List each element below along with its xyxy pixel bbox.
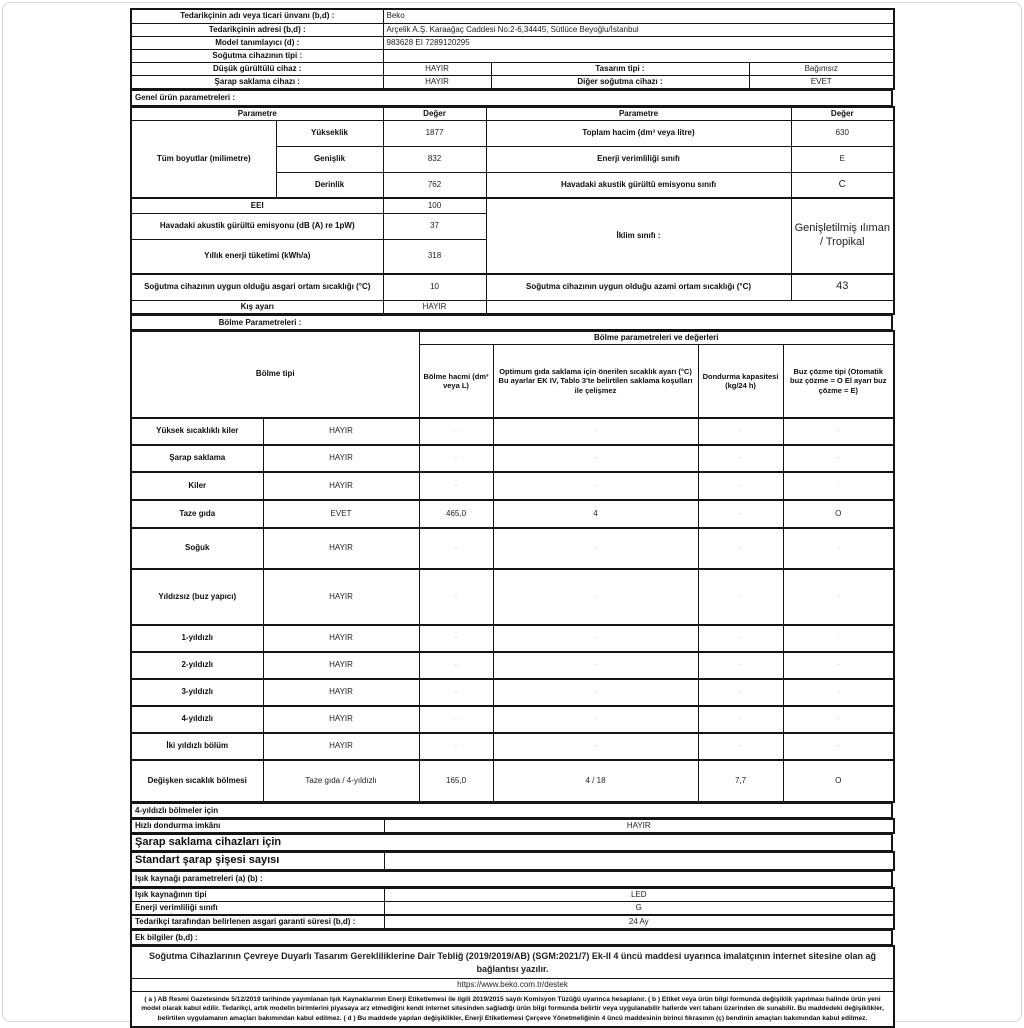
compartment-defrost-cell: O [783, 500, 894, 528]
compartment-present-cell: HAYIR [263, 472, 419, 500]
low-noise-value: HAYIR [383, 62, 491, 75]
compartment-row [131, 733, 894, 760]
appliance-type-value [383, 49, 894, 62]
supplier-info-table [130, 8, 895, 90]
supplier-address-value: Arçelik A.Ş. Karaağaç Caddesi No:2-6,34445, Sütlüce Beyoğlu/İstanbul [383, 23, 894, 36]
light-source-table [130, 887, 895, 930]
compartment-temp-header: Optimum gıda saklama için önerilen sıcaklık ayarı (°C) Bu ayarlar EK IV, Tablo 3'te belirtilen saklama koşulları ile çelişmez [493, 345, 698, 418]
compartment-volume-cell: - [419, 472, 493, 500]
compartment-defrost-cell: - [783, 733, 894, 760]
col-header-value-2: Değer [791, 107, 894, 121]
compartment-present-cell: HAYIR [263, 706, 419, 733]
wine-bottles-table [130, 851, 895, 871]
compartment-volume-cell: - [419, 445, 493, 472]
fast-freeze-value: HAYIR [384, 819, 894, 833]
support-url: https://www.beko.com.tr/destek [131, 978, 894, 991]
width-label: Genişlik [276, 146, 383, 172]
compartment-freeze-cell: - [698, 418, 783, 445]
compartment-present-cell: HAYIR [263, 625, 419, 652]
total-volume-label: Toplam hacim (dm³ veya litre) [486, 120, 791, 146]
compartment-present-cell: HAYIR [263, 679, 419, 706]
low-noise-label: Düşük gürültülü cihaz : [131, 62, 383, 75]
compartment-volume-cell: - [419, 679, 493, 706]
compartment-freeze-cell: - [698, 569, 783, 625]
depth-value: 762 [383, 172, 486, 198]
compartment-temp-cell: - [493, 569, 698, 625]
design-type-label: Tasarım tipi : [491, 62, 749, 75]
compartment-row [131, 652, 894, 679]
compartment-row [131, 500, 894, 528]
compartment-freeze-header: Dondurma kapasitesi (kg/24 h) [698, 345, 783, 418]
compartment-temp-cell: - [493, 418, 698, 445]
compartment-row [131, 472, 894, 500]
annual-energy-value: 318 [383, 239, 486, 274]
eei-label: EEI [131, 198, 383, 213]
compartment-freeze-cell: - [698, 733, 783, 760]
light-energy-class-label: Enerji verimliliği sınıfı [131, 901, 384, 915]
compartment-defrost-cell: - [783, 652, 894, 679]
compartment-defrost-cell: O [783, 760, 894, 802]
compartment-row [131, 760, 894, 802]
compartment-defrost-cell: - [783, 528, 894, 569]
col-header-parameter-2: Parametre [486, 107, 791, 121]
four-star-section-title: 4-yıldızlı bölmeler için [130, 803, 893, 819]
compartment-freeze-cell: - [698, 528, 783, 569]
wine-bottles-label: Standart şarap şişesi sayısı [131, 852, 384, 870]
compartment-row [131, 679, 894, 706]
compartment-temp-cell: 4 [493, 500, 698, 528]
compartment-temp-cell: - [493, 706, 698, 733]
compartment-present-cell: HAYIR [263, 445, 419, 472]
noise-emission-value: 37 [383, 213, 486, 239]
compartment-type-cell: Yüksek sıcaklıklı kiler [131, 418, 263, 445]
min-ambient-temp-label: Soğutma cihazının uygun olduğu asgari ortam sıcaklığı (°C) [131, 274, 383, 300]
design-type-value: Bağımsız [749, 62, 894, 75]
compartment-row [131, 569, 894, 625]
compartment-temp-cell: - [493, 472, 698, 500]
compartment-type-cell: 3-yıldızlı [131, 679, 263, 706]
additional-info-table [130, 945, 895, 1028]
compartment-type-cell: Yıldızsız (buz yapıcı) [131, 569, 263, 625]
compartment-type-cell: Kiler [131, 472, 263, 500]
compartment-volume-cell: - [419, 706, 493, 733]
product-information-sheet [130, 8, 893, 1028]
compartment-volume-header: Bölme hacmi (dm³ veya L) [419, 345, 493, 418]
compartment-temp-cell: - [493, 625, 698, 652]
max-ambient-temp-value: 43 [791, 274, 894, 300]
footnote-text: ( a ) AB Resmi Gazetesinde 5/12/2019 tarihinde yayımlanan Işık Kaynaklarının Enerji Etiketlemesi ile ilgili 2019/2015 sayılı Komisyon Tüzüğü uyarınca hesaplanır. ( b ) Etiket veya ürün bilgi formunda değişiklik yapılması halinde ürün yeni model olarak kabul edilir. Tedarikçi, artık modelin birimlerini piyasaya arz etmediğini kendi internet sitesinden sağladığı ürün bilgi formunda belirtir veya uygulanabilir hallerde veri tabanı üzerinden de sunabilir. Bu maddedeki değişiklikler, belirtilen uygulamanın amaçları bakımından kabul edilmez. ( d ) Bu maddede yapılan değişiklikler, Enerji Etiketlemesi Çerçeve Yönetmeliğinin 4 üncü maddesinin birinci fıkrasının (ç) bendinin amaçları bakımından kabul edilmez. [131, 991, 894, 1027]
compartment-parameters-table [130, 330, 895, 803]
compartment-present-cell: HAYIR [263, 418, 419, 445]
light-type-value: LED [384, 888, 894, 902]
compartment-defrost-cell: - [783, 625, 894, 652]
model-identifier-value: 983628 EI 7289120295 [383, 36, 894, 49]
wine-bottles-value [384, 852, 894, 870]
compartment-volume-cell: - [419, 733, 493, 760]
compartment-type-cell: Taze gıda [131, 500, 263, 528]
fast-freeze-label: Hızlı dondurma imkânı [131, 819, 384, 833]
wine-storage-label: Şarap saklama cihazı : [131, 75, 383, 89]
min-ambient-temp-value: 10 [383, 274, 486, 300]
fast-freeze-table [130, 818, 895, 834]
compartment-type-cell: Değişken sıcaklık bölmesi [131, 760, 263, 802]
compartment-freeze-cell: - [698, 445, 783, 472]
compartment-defrost-header: Buz çözme tipi (Otomatik buz çözme = O El ayarı buz çözme = E) [783, 345, 894, 418]
compartment-defrost-cell: - [783, 679, 894, 706]
general-parameters-title: Genel ürün parametreleri : [130, 90, 893, 106]
compartment-volume-cell: - [419, 569, 493, 625]
compartment-volume-cell: - [419, 418, 493, 445]
compartment-defrost-cell: - [783, 706, 894, 733]
compartment-freeze-cell: - [698, 679, 783, 706]
other-refrigerating-value: EVET [749, 75, 894, 89]
depth-label: Derinlik [276, 172, 383, 198]
winter-setting-empty-cell [486, 300, 894, 314]
compartment-freeze-cell: - [698, 706, 783, 733]
additional-info-title: Ek bilgiler (b,d) : [130, 930, 893, 946]
compartment-type-cell: Soğuk [131, 528, 263, 569]
compartment-defrost-cell: - [783, 418, 894, 445]
compartment-temp-cell: 4 / 18 [493, 760, 698, 802]
energy-class-value: E [791, 146, 894, 172]
compartment-row [131, 528, 894, 569]
compartment-freeze-cell: - [698, 625, 783, 652]
col-header-parameter-1: Parametre [131, 107, 383, 121]
compartment-group-header: Bölme parametreleri ve değerleri [419, 331, 894, 345]
compartment-defrost-cell: - [783, 472, 894, 500]
climate-class-label: İklim sınıfı : [486, 198, 791, 274]
compartment-volume-cell: - [419, 652, 493, 679]
compartment-freeze-cell: - [698, 472, 783, 500]
height-value: 1877 [383, 120, 486, 146]
warranty-value: 24 Ay [384, 915, 894, 929]
compartment-volume-cell: - [419, 528, 493, 569]
winter-setting-value: HAYIR [383, 300, 486, 314]
wine-storage-value: HAYIR [383, 75, 491, 89]
eei-value: 100 [383, 198, 486, 213]
noise-class-value: C [791, 172, 894, 198]
max-ambient-temp-label: Soğutma cihazının uygun olduğu azami ortam sıcaklığı (°C) [486, 274, 791, 300]
compartment-defrost-cell: - [783, 569, 894, 625]
compartment-temp-cell: - [493, 679, 698, 706]
compartment-present-cell: EVET [263, 500, 419, 528]
compartment-type-cell: İki yıldızlı bölüm [131, 733, 263, 760]
compartment-temp-cell: - [493, 528, 698, 569]
compartment-row [131, 418, 894, 445]
supplier-address-label: Tedarikçinin adresi (b,d) : [131, 23, 383, 36]
compartment-present-cell: HAYIR [263, 528, 419, 569]
compartment-volume-cell: 465,0 [419, 500, 493, 528]
compartment-present-cell: HAYIR [263, 652, 419, 679]
compartment-freeze-cell: - [698, 500, 783, 528]
compartment-temp-cell: - [493, 652, 698, 679]
noise-class-label: Havadaki akustik gürültü emisyonu sınıfı [486, 172, 791, 198]
supplier-name-value: Beko [383, 9, 894, 23]
climate-class-value: Genişletilmiş ılıman / Tropikal [791, 198, 894, 274]
compartment-volume-cell: 165,0 [419, 760, 493, 802]
warranty-label: Tedarikçi tarafından belirlenen asgari garanti süresi (b,d) : [131, 915, 384, 929]
model-identifier-label: Model tanımlayıcı (d) : [131, 36, 383, 49]
compartment-parameters-title-row [130, 315, 893, 331]
general-parameters-table [130, 106, 895, 315]
compartment-volume-cell: - [419, 625, 493, 652]
compartment-type-cell: 4-yıldızlı [131, 706, 263, 733]
wine-section-title: Şarap saklama cihazları için [130, 834, 893, 851]
appliance-type-label: Soğutma cihazının tipi : [131, 49, 383, 62]
compartment-parameters-title: Bölme Parametreleri : [218, 317, 302, 327]
light-section-title: Işık kaynağı parametreleri (a) (b) : [130, 871, 893, 887]
ecodesign-notice: Soğutma Cihazlarının Çevreye Duyarlı Tasarım Gerekliliklerine Dair Tebliğ (2019/2019/AB) (SGM:2021/7) Ek-II 4 üncü maddesi uyarınca imalatçının internet sitesine olan ağ bağlantısı yazılır. [131, 946, 894, 978]
compartment-defrost-cell: - [783, 445, 894, 472]
compartment-present-cell: Taze gıda / 4-yıldızlı [263, 760, 419, 802]
col-header-value-1: Değer [383, 107, 486, 121]
compartment-temp-cell: - [493, 445, 698, 472]
annual-energy-label: Yıllık enerji tüketimi (kWh/a) [131, 239, 383, 274]
winter-setting-label: Kış ayarı [131, 300, 383, 314]
total-volume-value: 630 [791, 120, 894, 146]
compartment-present-cell: HAYIR [263, 569, 419, 625]
compartment-type-cell: 1-yıldızlı [131, 625, 263, 652]
noise-emission-label: Havadaki akustik gürültü emisyonu (dB (A) re 1pW) [131, 213, 383, 239]
compartment-row [131, 706, 894, 733]
width-value: 832 [383, 146, 486, 172]
other-refrigerating-label: Diğer soğutma cihazı : [491, 75, 749, 89]
height-label: Yükseklik [276, 120, 383, 146]
compartment-freeze-cell: - [698, 652, 783, 679]
compartment-row [131, 445, 894, 472]
light-energy-class-value: G [384, 901, 894, 915]
compartment-freeze-cell: 7,7 [698, 760, 783, 802]
light-type-label: Işık kaynağının tipi [131, 888, 384, 902]
energy-class-label: Enerji verimliliği sınıfı [486, 146, 791, 172]
compartment-row [131, 625, 894, 652]
supplier-name-label: Tedarikçinin adı veya ticari ünvanı (b,d) : [131, 9, 383, 23]
compartment-temp-cell: - [493, 733, 698, 760]
compartment-type-header: Bölme tipi [131, 331, 419, 418]
compartment-type-cell: Şarap saklama [131, 445, 263, 472]
compartment-type-cell: 2-yıldızlı [131, 652, 263, 679]
dimensions-group-label: Tüm boyutlar (milimetre) [131, 120, 276, 198]
compartment-present-cell: HAYIR [263, 733, 419, 760]
